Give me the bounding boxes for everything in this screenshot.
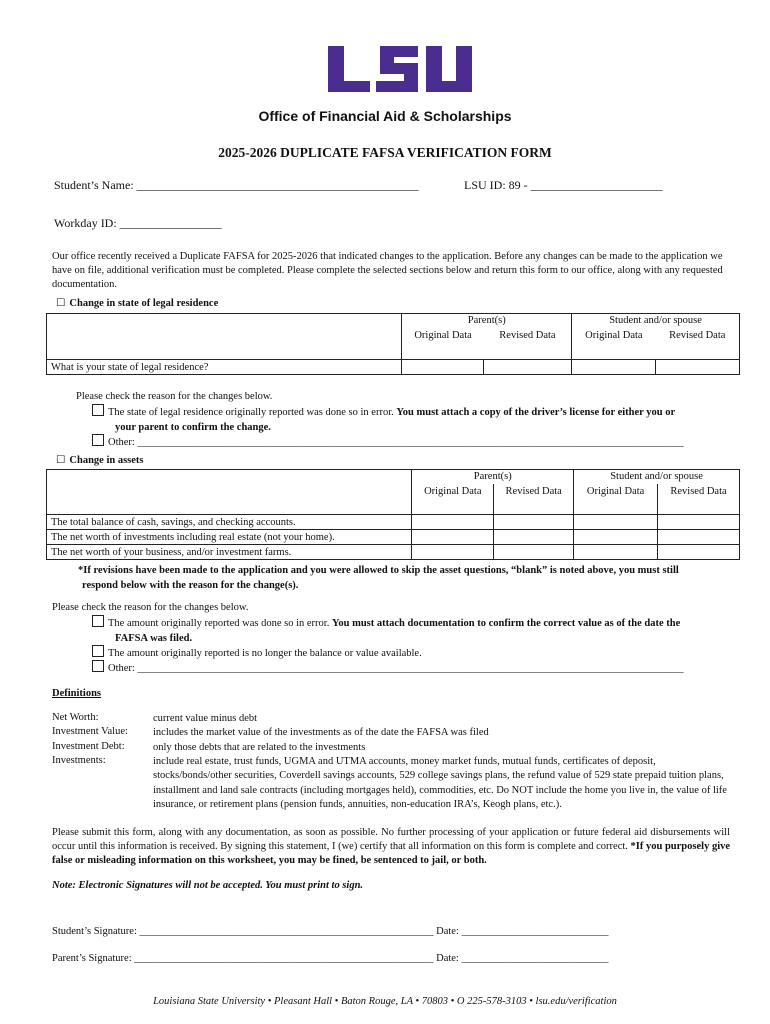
assets-blank-note (78, 564, 738, 593)
residence-error-bold-cont: your parent to confirm the change. (115, 421, 271, 433)
definition-text: current value minus debt (153, 713, 258, 724)
residence-spacer (656, 344, 740, 360)
submit-text: Please submit this form, along with any documentation, as soon as possible. No further processing of your application or future federal aid disbursements will occur until this information is received. By signing this statement, I (we) certify that all information on this form is complete and correct. (52, 827, 730, 853)
assets-cell[interactable] (412, 515, 494, 530)
submit-warning: *If you purposely give false or misleading information on this worksheet, you may be fined, be sentenced to jail, or both. (52, 841, 731, 867)
residence-parents-header: Parent(s) (402, 314, 572, 328)
definition-term: Investments: (52, 755, 106, 766)
assets-table-corner (47, 470, 412, 515)
assets-section-heading[interactable] (56, 454, 144, 466)
residence-heading-text: Change in state of legal residence (69, 298, 219, 309)
assets-cell[interactable] (494, 545, 574, 560)
residence-parent-original-header: Original Data (402, 328, 484, 344)
assets-note-line1: *If revisions have been made to the application and you were allowed to skip the asset questions, “blank” is noted above, you must still (78, 565, 679, 576)
assets-parent-original-header: Original Data (412, 484, 494, 500)
residence-parent-revised-cell[interactable] (484, 360, 572, 375)
assets-cell[interactable] (412, 530, 494, 545)
parent-signature-line[interactable]: Parent’s Signature: _________________________________________________________ Date: ____________________________ (52, 953, 609, 964)
table-row (47, 515, 740, 530)
assets-parent-revised-header: Revised Data (494, 484, 574, 500)
logo-letter-u (426, 46, 472, 92)
residence-error-text: The state of legal residence originally reported was done so in error. (108, 407, 394, 418)
assets-row-label: The total balance of cash, savings, and checking accounts. (47, 515, 412, 530)
assets-cell[interactable] (574, 530, 658, 545)
electronic-signature-note: Note: Electronic Signatures will not be accepted. You must print to sign. (52, 880, 364, 891)
assets-cell[interactable] (658, 515, 740, 530)
table-row (47, 530, 740, 545)
assets-row-label: The net worth of your business, and/or investment farms. (47, 545, 412, 560)
assets-error-checkbox[interactable] (92, 615, 104, 627)
assets-row-label: The net worth of investments including real estate (not your home). (47, 530, 412, 545)
assets-error-bold-cont: FAFSA was filed. (115, 632, 193, 644)
lsu-logo-graphic (326, 44, 476, 94)
student-name-field[interactable]: Student’s Name: _______________________________________________ (54, 178, 419, 192)
assets-student-revised-header: Revised Data (658, 484, 740, 500)
residence-section-heading[interactable] (56, 297, 218, 309)
assets-other-checkbox[interactable] (92, 660, 104, 672)
assets-reason-prompt: Please check the reason for the changes below. (52, 602, 249, 613)
assets-cell[interactable] (658, 530, 740, 545)
intro-paragraph: Our office recently received a Duplicate FAFSA for 2025-2026 that indicated changes to the application. Before any changes can be made to the application we have on file, additional verification must be completed. Please complete the selected sections below and return this form to our office, along with any requested documentation. (52, 251, 723, 291)
footer-address: Louisiana State University • Pleasant Hall • Baton Rouge, LA • 70803 • O 225-578-3103 • lsu.edu/verification (153, 996, 617, 1007)
assets-spacer (574, 500, 658, 515)
definition-term: Investment Value: (52, 726, 128, 737)
assets-cell[interactable] (494, 530, 574, 545)
assets-other-field[interactable]: Other: ________________________________________________________________________________________________________ (108, 663, 684, 674)
assets-error-text: The amount originally reported was done so in error. (108, 618, 330, 629)
assets-no-longer-text: The amount originally reported is no longer the balance or value available. (108, 648, 422, 659)
residence-student-header: Student and/or spouse (572, 314, 740, 328)
assets-student-header: Student and/or spouse (574, 470, 740, 484)
residence-student-original-header: Original Data (572, 328, 656, 344)
assets-no-longer-checkbox[interactable] (92, 645, 104, 657)
residence-other-checkbox[interactable] (92, 434, 104, 446)
assets-cell[interactable] (494, 515, 574, 530)
residence-spacer (402, 344, 484, 360)
residence-table-corner (47, 314, 402, 360)
residence-error-bold: You must attach a copy of the driver’s license for either you or (396, 407, 676, 418)
assets-note-line2: respond below with the reason for the change(s). (82, 579, 299, 591)
residence-row-label: What is your state of legal residence? (47, 360, 402, 375)
definition-term: Investment Debt: (52, 741, 125, 752)
definition-term: Net Worth: (52, 712, 99, 723)
office-title: Office of Financial Aid & Scholarships (258, 108, 512, 124)
residence-error-checkbox[interactable] (92, 404, 104, 416)
residence-reason-error (92, 404, 732, 435)
residence-student-revised-header: Revised Data (656, 328, 740, 344)
assets-parents-header: Parent(s) (412, 470, 574, 484)
logo-letter-l (328, 46, 370, 92)
form-title: 2025-2026 DUPLICATE FAFSA VERIFICATION FORM (218, 145, 552, 160)
checkbox-icon[interactable]: ☐ (56, 455, 66, 466)
residence-spacer (572, 344, 656, 360)
logo-letter-s (376, 46, 418, 92)
assets-table (46, 469, 740, 560)
table-row (47, 545, 740, 560)
workday-id-field[interactable]: Workday ID: _________________ (54, 216, 222, 230)
residence-reason-other (92, 434, 732, 451)
residence-other-field[interactable]: Other: ________________________________________________________________________________________________________ (108, 437, 684, 448)
assets-spacer (658, 500, 740, 515)
assets-spacer (494, 500, 574, 515)
definition-text: include real estate, trust funds, UGMA and UTMA accounts, money market funds, mutual funds, certificates of deposit, stocks/bonds/other securities, Coverdell savings accounts, 529 college savings plans, the refund value of 529 state prepaid tuition plans, installment and land sale contracts (including mortgages held), commodities, etc. Do NOT include the home you live in, the value of life insurance, or retirement plans (pension funds, annuities, non-education IRA’s, Keogh plans, etc.). (153, 756, 727, 810)
residence-table (46, 313, 740, 375)
student-signature-line[interactable]: Student’s Signature: ________________________________________________________ Date: ____________________________ (52, 926, 609, 937)
checkbox-icon[interactable]: ☐ (56, 298, 66, 309)
assets-error-bold: You must attach documentation to confirm the correct value as of the date the (331, 618, 681, 629)
assets-cell[interactable] (574, 545, 658, 560)
definition-text: includes the market value of the investments as of the date the FAFSA was filed (153, 727, 489, 738)
residence-parent-original-cell[interactable] (402, 360, 484, 375)
assets-spacer (412, 500, 494, 515)
assets-cell[interactable] (412, 545, 494, 560)
assets-heading-text: Change in assets (69, 455, 144, 466)
residence-parent-revised-header: Revised Data (484, 328, 572, 344)
lsu-id-field[interactable]: LSU ID: 89 - ______________________ (464, 178, 663, 192)
definitions-heading: Definitions (52, 688, 102, 699)
residence-student-original-cell[interactable] (572, 360, 656, 375)
residence-student-revised-cell[interactable] (656, 360, 740, 375)
assets-cell[interactable] (574, 515, 658, 530)
residence-spacer (484, 344, 572, 360)
assets-cell[interactable] (658, 545, 740, 560)
definition-text: only those debts that are related to the investments (153, 742, 366, 753)
assets-reason-error (92, 615, 732, 646)
residence-reason-prompt: Please check the reason for the changes below. (76, 391, 273, 402)
assets-student-original-header: Original Data (574, 484, 658, 500)
assets-reason-other (92, 660, 732, 677)
lsu-logo (326, 44, 476, 94)
submit-paragraph (52, 826, 730, 869)
